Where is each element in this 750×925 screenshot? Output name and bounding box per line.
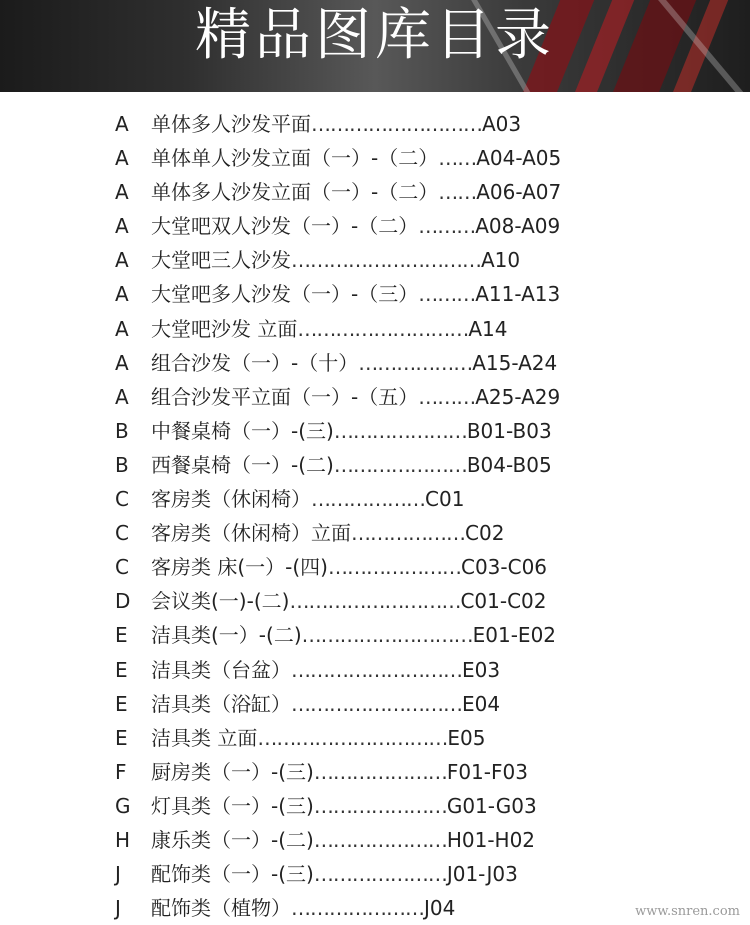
entry-letter: C xyxy=(115,555,129,580)
entry-name: 配饰类（植物） xyxy=(151,896,291,921)
entry-page-code: B01-B03 xyxy=(466,418,552,443)
catalog-entry[interactable] xyxy=(115,448,561,482)
entry-letter: J xyxy=(115,862,121,887)
entry-name: 洁具类（浴缸） xyxy=(151,691,291,716)
entry-name: 单体多人沙发平面 xyxy=(151,112,311,136)
entry-letter: A xyxy=(115,180,129,205)
catalog-list xyxy=(115,107,561,925)
entry-page-code: A04-A05 xyxy=(476,146,562,171)
entry-page-code: A15-A24 xyxy=(472,350,558,375)
entry-leader-dots: ……………… xyxy=(351,521,465,546)
entry-letter: A xyxy=(115,112,129,136)
catalog-entry[interactable] xyxy=(115,755,561,789)
entry-page-code: F01-F03 xyxy=(446,759,528,784)
entry-page-code: B04-B05 xyxy=(466,452,552,477)
entry-name: 洁具类（台盆） xyxy=(151,657,291,682)
page-title: 精品图库目录 xyxy=(195,3,555,68)
catalog-entry[interactable] xyxy=(115,653,561,687)
entry-name: 单体多人沙发立面（一）-（二） xyxy=(151,180,439,205)
entry-letter: E xyxy=(115,725,128,750)
entry-page-code: H01-H02 xyxy=(446,827,536,852)
entry-leader-dots: ……………………… xyxy=(311,112,482,136)
entry-page-code: A11-A13 xyxy=(475,282,561,307)
entry-page-code: A06-A07 xyxy=(476,180,562,205)
entry-leader-dots: ………………… xyxy=(313,862,447,887)
entry-letter: B xyxy=(115,452,129,477)
catalog-entry[interactable] xyxy=(115,175,561,209)
entry-letter: F xyxy=(115,759,127,784)
entry-page-code: C02 xyxy=(465,521,505,546)
entry-name: 组合沙发（一）-（十） xyxy=(151,350,359,375)
catalog-entry[interactable] xyxy=(115,550,561,584)
catalog-entry[interactable] xyxy=(115,312,561,346)
entry-page-code: E01-E02 xyxy=(472,623,557,648)
entry-leader-dots: ……………… xyxy=(358,350,473,375)
entry-name: 康乐类（一）-(二) xyxy=(151,827,314,852)
entry-letter: A xyxy=(115,316,129,341)
entry-leader-dots: ………………… xyxy=(291,896,424,921)
entry-letter: A xyxy=(115,350,129,375)
entry-name: 单体单人沙发立面（一）-（二） xyxy=(151,146,439,171)
header-banner xyxy=(0,0,750,92)
entry-letter: E xyxy=(115,691,128,716)
entry-leader-dots: ……… xyxy=(418,214,476,239)
entry-leader-dots: ………………… xyxy=(327,555,461,580)
entry-page-code: A25-A29 xyxy=(475,384,561,409)
entry-page-code: E05 xyxy=(447,725,486,750)
catalog-entry[interactable] xyxy=(115,891,561,925)
entry-page-code: J01-J03 xyxy=(446,862,518,887)
catalog-entry[interactable] xyxy=(115,618,561,652)
entry-leader-dots: ………………… xyxy=(333,418,467,443)
entry-name: 中餐桌椅（一）-(三) xyxy=(151,418,334,443)
entry-name: 大堂吧双人沙发（一）-（二） xyxy=(151,214,419,239)
entry-name: 大堂吧沙发 立面 xyxy=(151,316,298,341)
entry-leader-dots: ………………… xyxy=(333,452,467,477)
entry-name: 厨房类（一）-(三) xyxy=(151,759,314,784)
catalog-entry[interactable] xyxy=(115,141,561,175)
entry-leader-dots: ………………… xyxy=(313,759,447,784)
entry-name: 客房类（休闲椅）立面 xyxy=(151,521,351,546)
entry-leader-dots: ……………………… xyxy=(297,316,469,341)
catalog-entry[interactable] xyxy=(115,857,561,891)
catalog-entry[interactable] xyxy=(115,516,561,550)
entry-letter: A xyxy=(115,384,129,409)
entry-letter: C xyxy=(115,487,129,512)
entry-letter: G xyxy=(115,793,131,818)
entry-page-code: E03 xyxy=(462,657,501,682)
entry-leader-dots: …… xyxy=(438,180,477,205)
entry-leader-dots: ……… xyxy=(418,384,476,409)
entry-name: 洁具类 立面 xyxy=(151,725,258,750)
catalog-entry[interactable] xyxy=(115,414,561,448)
catalog-entry[interactable] xyxy=(115,277,561,311)
catalog-entry[interactable] xyxy=(115,209,561,243)
entry-letter: B xyxy=(115,418,129,443)
catalog-entry[interactable] xyxy=(115,687,561,721)
entry-letter: J xyxy=(115,896,121,921)
entry-leader-dots: ……………………… xyxy=(291,657,462,682)
entry-letter: D xyxy=(115,589,131,614)
entry-leader-dots: ………………… xyxy=(313,827,447,852)
entry-page-code: C03-C06 xyxy=(460,555,548,580)
catalog-entry[interactable] xyxy=(115,789,561,823)
entry-letter: A xyxy=(115,248,129,273)
entry-letter: E xyxy=(115,623,128,648)
entry-name: 大堂吧三人沙发 xyxy=(151,248,291,273)
entry-leader-dots: ……………… xyxy=(311,487,425,512)
catalog-entry[interactable] xyxy=(115,346,561,380)
entry-letter: A xyxy=(115,214,129,239)
entry-letter: A xyxy=(115,282,129,307)
entry-page-code: J04 xyxy=(424,896,456,921)
watermark: www.snren.com xyxy=(635,904,740,919)
catalog-entry[interactable] xyxy=(115,823,561,857)
entry-leader-dots: ……… xyxy=(418,282,476,307)
entry-leader-dots: ………………………… xyxy=(257,725,448,750)
entry-letter: C xyxy=(115,521,129,546)
catalog-entry[interactable] xyxy=(115,482,561,516)
entry-name: 大堂吧多人沙发（一）-（三） xyxy=(151,282,419,307)
entry-letter: E xyxy=(115,657,128,682)
catalog-entry[interactable] xyxy=(115,380,561,414)
entry-page-code: A08-A09 xyxy=(475,214,561,239)
entry-page-code: C01 xyxy=(425,487,465,512)
entry-letter: H xyxy=(115,827,131,852)
entry-page-code: A10 xyxy=(481,248,521,273)
entry-leader-dots: ………………… xyxy=(313,793,447,818)
entry-leader-dots: ………………………… xyxy=(291,248,481,273)
entry-page-code: A03 xyxy=(482,112,522,136)
entry-name: 西餐桌椅（一）-(二) xyxy=(151,452,334,477)
catalog-entry[interactable] xyxy=(115,107,561,141)
entry-page-code: C01-C02 xyxy=(460,589,547,614)
catalog-entry[interactable] xyxy=(115,243,561,277)
entry-leader-dots: ……………………… xyxy=(291,691,462,716)
entry-page-code: G01-G03 xyxy=(446,793,537,818)
entry-leader-dots: ……………………… xyxy=(289,589,461,614)
entry-page-code: A14 xyxy=(468,316,508,341)
entry-name: 客房类 床(一）-(四) xyxy=(151,555,328,580)
entry-name: 灯具类（一）-(三) xyxy=(151,793,314,818)
entry-letter: A xyxy=(115,146,129,171)
entry-name: 会议类(一)-(二) xyxy=(151,589,290,614)
entry-name: 洁具类(一）-(二) xyxy=(151,623,302,648)
entry-name: 组合沙发平立面（一）-（五） xyxy=(151,384,419,409)
entry-name: 客房类（休闲椅） xyxy=(151,487,311,512)
entry-leader-dots: ……………………… xyxy=(301,623,473,648)
catalog-entry[interactable] xyxy=(115,584,561,618)
entry-name: 配饰类（一）-(三) xyxy=(151,862,314,887)
catalog-entry[interactable] xyxy=(115,721,561,755)
entry-page-code: E04 xyxy=(462,691,501,716)
entry-leader-dots: …… xyxy=(438,146,477,171)
